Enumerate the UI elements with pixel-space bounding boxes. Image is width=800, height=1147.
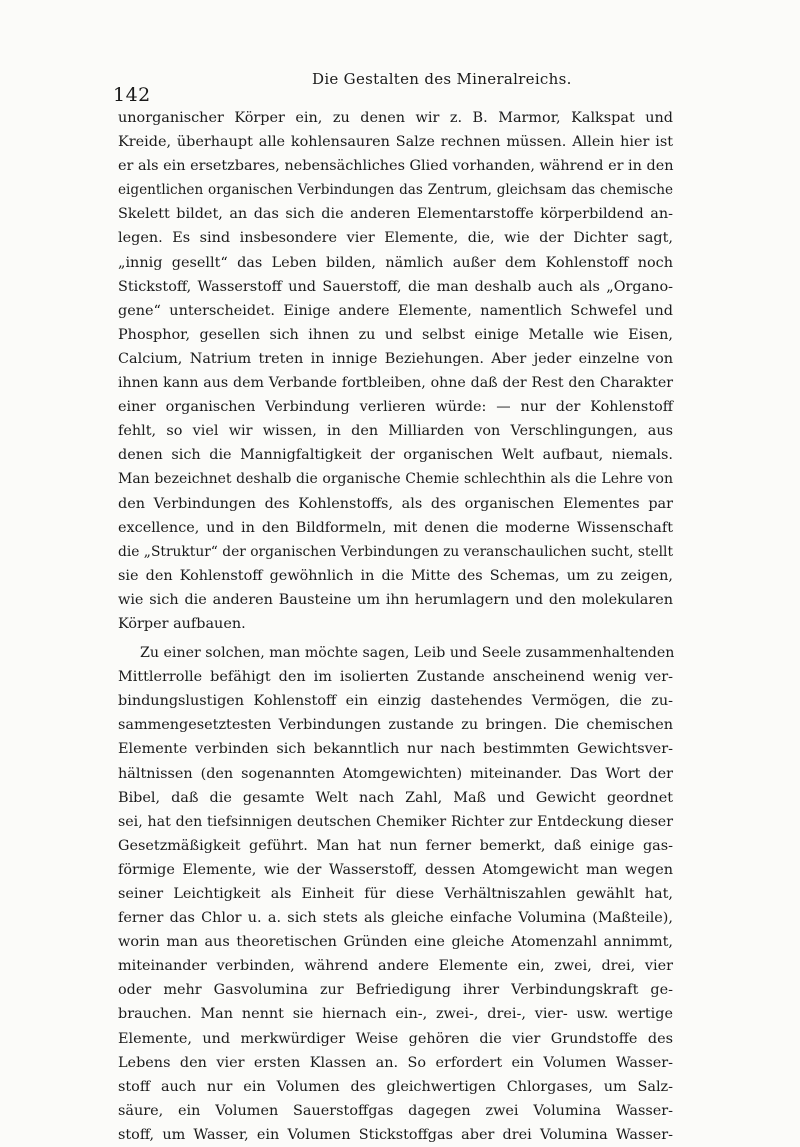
text-line: ferner das Chlor u. a. sich stets als gleiche einfache Volumina (Maßteile), <box>118 910 673 927</box>
text-line: sei, hat den tiefsinnigen deutschen Chemiker Richter zur Entdeckung dieser <box>118 813 673 830</box>
text-line: Lebens den vier ersten Klassen an. So erfordert ein Volumen Wasser- <box>118 1054 673 1071</box>
text-line: Kreide, überhaupt alle kohlensauren Salze rechnen müssen. Allein hier ist <box>118 134 673 151</box>
paragraph <box>118 641 673 1147</box>
text-line: den Verbindungen des Kohlenstoffs, als des organischen Elementes par <box>118 495 673 512</box>
text-line: unorganischer Körper ein, zu denen wir z. B. Marmor, Kalkspat und <box>118 110 673 126</box>
text-line: stoff, um Wasser, ein Volumen Stickstoffgas aber drei Volumina Wasser- <box>118 1126 673 1143</box>
text-line: bindungslustigen Kohlenstoff ein einzig dastehendes Vermögen, die zu- <box>118 693 673 710</box>
text-line: Bibel, daß die gesamte Welt nach Zahl, Maß und Gewicht geordnet <box>118 789 673 806</box>
text-line: Elemente verbinden sich bekanntlich nur nach bestimmten Gewichtsver- <box>118 741 673 758</box>
text-line: gene“ unterscheidet. Einige andere Elemente, namentlich Schwefel und <box>118 302 673 319</box>
text-line: „innig gesellt“ das Leben bilden, nämlich außer dem Kohlenstoff noch <box>118 254 673 271</box>
text-line: Elemente, und merkwürdiger Weise gehören die vier Grundstoffe des <box>118 1030 673 1047</box>
paragraph <box>118 106 673 636</box>
text-line: förmige Elemente, wie der Wasserstoff, dessen Atomgewicht man wegen <box>118 861 673 878</box>
text-line: sie den Kohlenstoff gewöhnlich in die Mitte des Schemas, um zu zeigen, <box>118 567 673 584</box>
text-line: einer organischen Verbindung verlieren würde: — nur der Kohlenstoff <box>118 399 673 416</box>
text-line: seiner Leichtigkeit als Einheit für diese Verhältniszahlen gewählt hat, <box>118 886 673 902</box>
text-line: brauchen. Man nennt sie hiernach ein-, zwei-, drei-, vier- usw. wertige <box>118 1006 673 1023</box>
text-line: wie sich die anderen Bausteine um ihn herumlagern und den molekularen <box>118 591 673 608</box>
text-line: Gesetzmäßigkeit geführt. Man hat nun ferner bemerkt, daß einige gas- <box>118 837 673 854</box>
text-line: er als ein ersetzbares, nebensächliches Glied vorhanden, während er in den <box>118 158 674 175</box>
text-line: Calcium, Natrium treten in innige Beziehungen. Aber jeder einzelne von <box>118 350 673 367</box>
text-line: hältnissen (den sogenannten Atomgewichten) miteinander. Das Wort der <box>118 765 673 782</box>
text-line: worin man aus theoretischen Gründen eine gleiche Atomenzahl annimmt, <box>118 934 673 951</box>
text-line: säure, ein Volumen Sauerstoffgas dagegen zwei Volumina Wasser- <box>118 1102 673 1119</box>
text-line: miteinander verbinden, während andere Elemente ein, zwei, drei, vier <box>118 958 673 975</box>
text-line: sammengesetztesten Verbindungen zustande zu bringen. Die chemischen <box>118 717 673 734</box>
running-title: Die Gestalten des Mineralreichs. <box>312 70 572 88</box>
text-line: ihnen kann aus dem Verbande fortbleiben, ohne daß der Rest den Charakter <box>118 375 673 392</box>
text-line: die „Struktur“ der organischen Verbindungen zu veranschaulichen sucht, stellt <box>118 543 674 560</box>
text-line: fehlt, so viel wir wissen, in den Milliarden von Verschlingungen, aus <box>118 423 673 440</box>
text-line: Skelett bildet, an das sich die anderen Elementarstoffe körperbildend an- <box>118 206 673 223</box>
text-line: eigentlichen organischen Verbindungen das Zentrum, gleichsam das chemische <box>118 182 673 199</box>
text-line: denen sich die Mannigfaltigkeit der organischen Welt aufbaut, niemals. <box>118 447 673 464</box>
text-line: Stickstoff, Wasserstoff und Sauerstoff, die man deshalb auch als „Organo- <box>118 278 673 295</box>
text-line: Körper aufbauen. <box>118 615 246 632</box>
text-line: Man bezeichnet deshalb die organische Chemie schlechthin als die Lehre von <box>118 471 673 488</box>
text-line: oder mehr Gasvolumina zur Befriedigung ihrer Verbindungskraft ge- <box>118 982 673 999</box>
text-line: stoff auch nur ein Volumen des gleichwertigen Chlorgases, um Salz- <box>118 1078 673 1095</box>
text-line: legen. Es sind insbesondere vier Elemente, die, wie der Dichter sagt, <box>118 230 673 247</box>
text-line: excellence, und in den Bildformeln, mit denen die moderne Wissenschaft <box>118 519 673 536</box>
text-line: Phosphor, gesellen sich ihnen zu und selbst einige Metalle wie Eisen, <box>118 326 673 343</box>
page-number: 142 <box>113 84 151 106</box>
text-line: Mittlerrolle befähigt den im isolierten Zustande anscheinend wenig ver- <box>118 669 673 686</box>
body-text <box>118 106 673 1147</box>
text-line: Zu einer solchen, man möchte sagen, Leib und Seele zusammenhaltenden <box>140 645 675 662</box>
